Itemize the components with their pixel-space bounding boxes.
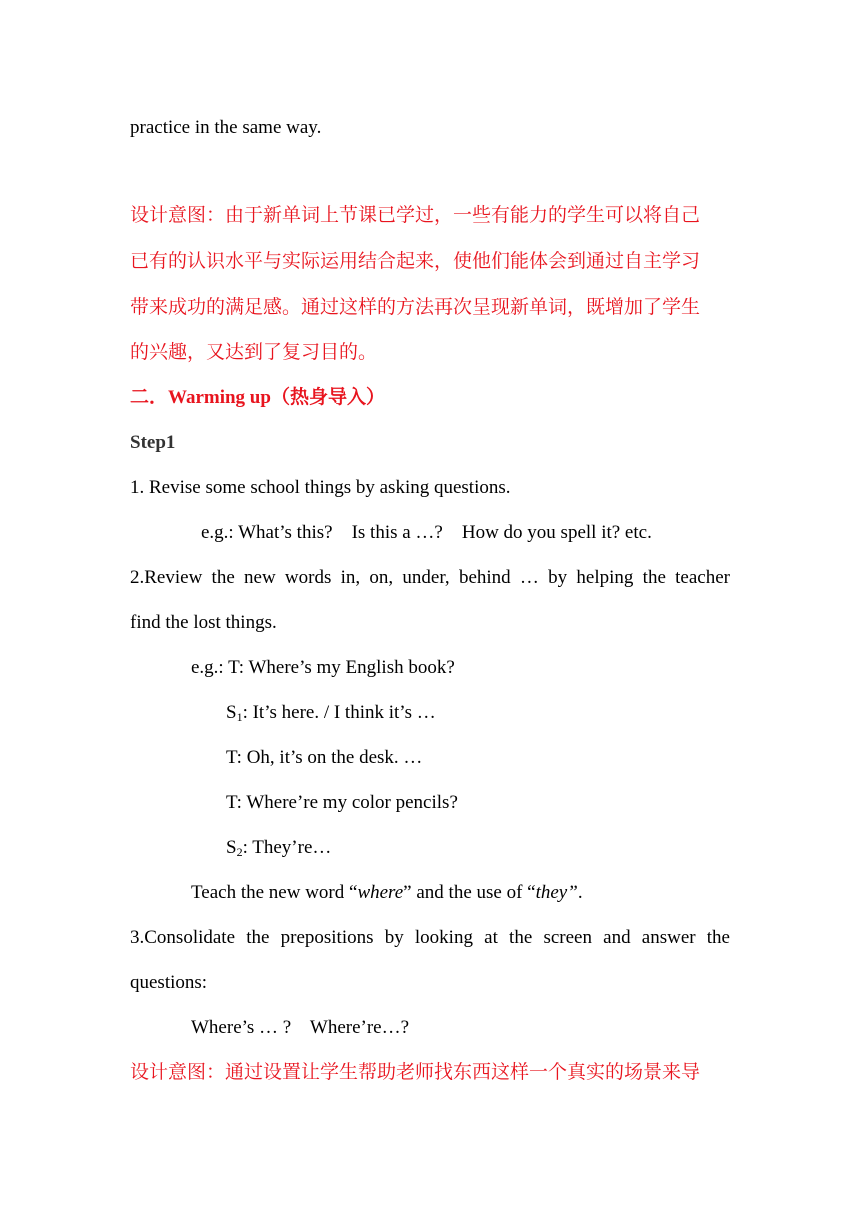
dialogue-line: T: Where’re my color pencils? — [226, 792, 458, 813]
text-line: practice in the same way. — [130, 117, 322, 138]
speaker-subscript: 2 — [236, 845, 243, 859]
speaker-label: S — [226, 837, 237, 858]
example-line: e.g.: What’s this? Is this a …? How do you spell it? etc. — [201, 522, 652, 543]
text-span: . — [577, 882, 583, 903]
text-line — [191, 881, 583, 905]
design-intent-line: 带来成功的满足感。通过这样的方法再次呈现新单词，既增加了学生 — [130, 297, 701, 318]
text-line: questions: — [130, 972, 208, 993]
speaker-label: S — [226, 702, 237, 723]
design-intent-line: 已有的认识水平与实际运用结合起来，使他们能体会到通过自主学习 — [130, 251, 701, 272]
section-heading: 二．Warming up（热身导入） — [130, 387, 385, 408]
text-line: 2.Review the new words in, on, under, behind … by helping the teacher — [130, 567, 730, 588]
text-line: 3.Consolidate the prepositions by looking at the screen and answer the — [130, 927, 730, 948]
design-intent-line: 设计意图：由于新单词上节课已学过，一些有能力的学生可以将自己 — [130, 205, 701, 226]
dialogue-line: T: Oh, it’s on the desk. … — [226, 747, 423, 768]
text-span: Teach the new word “ — [191, 882, 358, 903]
text-line: 1. Revise some school things by asking questions. — [130, 477, 511, 498]
design-intent-line: 的兴趣，又达到了复习目的。 — [130, 342, 378, 363]
italic-word: where — [357, 882, 404, 903]
dialogue-line: e.g.: T: Where’s my English book? — [191, 657, 455, 678]
italic-word: they” — [535, 882, 578, 903]
design-intent-line: 设计意图：通过设置让学生帮助老师找东西这样一个真实的场景来导 — [130, 1062, 701, 1083]
text-span: ” and the use of “ — [403, 882, 536, 903]
text-line: Where’s … ? Where’re…? — [191, 1017, 410, 1038]
dialogue-text: : It’s here. / I think it’s … — [242, 702, 436, 723]
dialogue-line — [226, 701, 436, 725]
dialogue-line — [226, 836, 331, 860]
speaker-subscript: 1 — [236, 710, 243, 724]
dialogue-text: : They’re… — [242, 837, 332, 858]
text-line: find the lost things. — [130, 612, 277, 633]
step-heading: Step1 — [130, 432, 176, 453]
